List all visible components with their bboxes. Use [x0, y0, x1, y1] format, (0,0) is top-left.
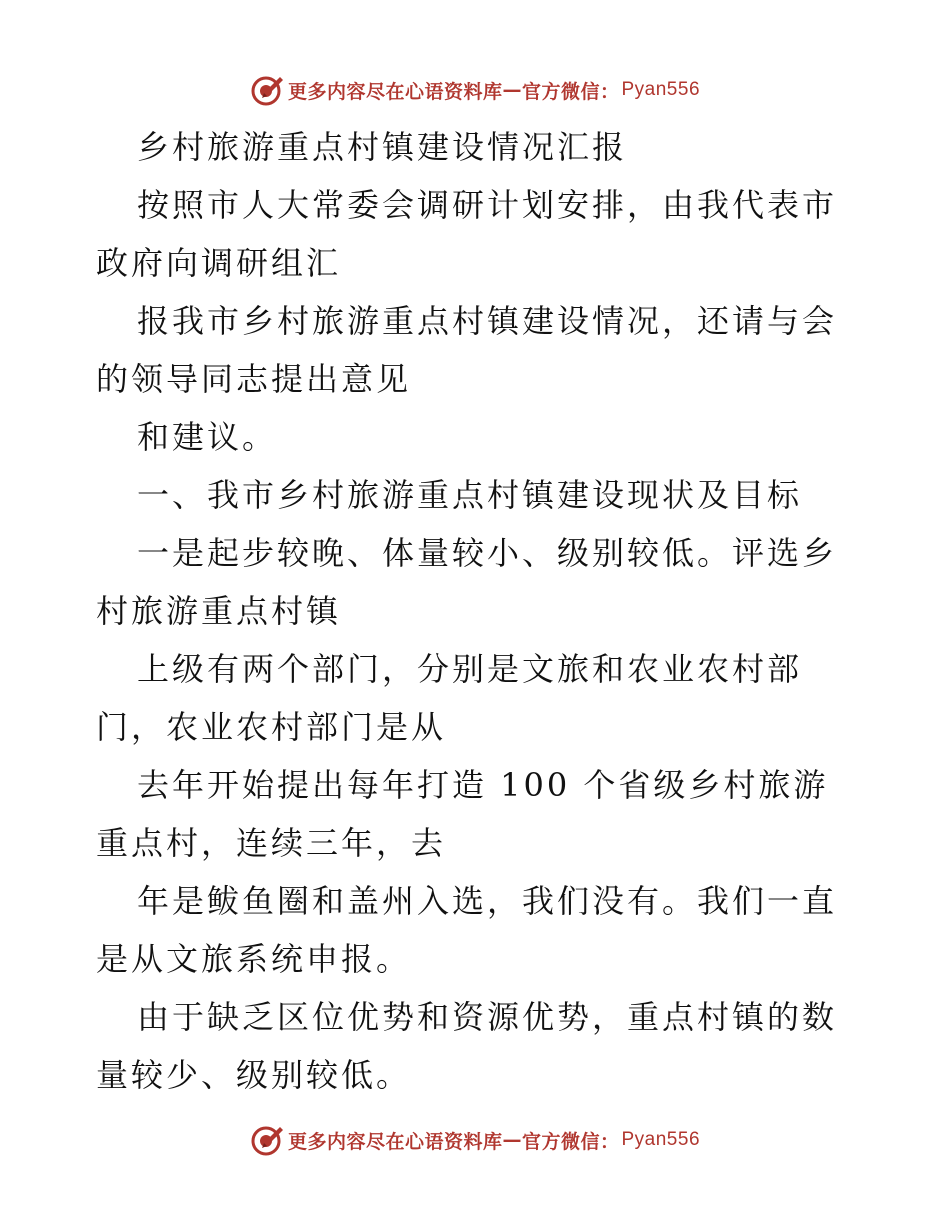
banner-text: 更多内容尽在心语资料库 [287, 1130, 503, 1153]
banner-subtitle: 官方微信： [521, 1130, 620, 1153]
banner-wechat-id: Pyan556 [621, 79, 701, 100]
banner-wechat-id: Pyan556 [621, 1129, 701, 1150]
paragraph: 由于缺乏区位优势和资源优势，重点村镇的数量较少、级别较低。 [96, 998, 838, 1094]
paragraph: 和建议。 [137, 418, 278, 456]
document-title: 乡村旅游重点村镇建设情况汇报 [137, 128, 628, 166]
pen-circle-logo-icon [250, 1123, 284, 1157]
footer-watermark-banner [0, 1120, 950, 1160]
banner-separator: — [502, 79, 522, 101]
pen-circle-logo-icon [250, 73, 284, 107]
banner-subtitle: 官方微信： [521, 80, 620, 103]
paragraph: 年是鲅鱼圈和盖州入选，我们没有。我们一直是从文旅系统申报。 [96, 882, 838, 978]
banner-text: 更多内容尽在心语资料库 [287, 80, 503, 103]
document-body [96, 118, 856, 1104]
paragraph: 报我市乡村旅游重点村镇建设情况，还请与会的领导同志提出意见 [96, 302, 838, 398]
paragraph: 去年开始提出每年打造 100 个省级乡村旅游重点村，连续三年，去 [96, 766, 829, 862]
paragraph: 一是起步较晚、体量较小、级别较低。评选乡村旅游重点村镇 [96, 534, 838, 630]
header-watermark-banner [0, 70, 950, 110]
banner-separator: — [502, 1129, 522, 1151]
paragraph: 按照市人大常委会调研计划安排，由我代表市政府向调研组汇 [96, 186, 838, 282]
section-heading: 一、我市乡村旅游重点村镇建设现状及目标 [137, 476, 803, 514]
paragraph: 上级有两个部门，分别是文旅和农业农村部门，农业农村部门是从 [96, 650, 803, 746]
